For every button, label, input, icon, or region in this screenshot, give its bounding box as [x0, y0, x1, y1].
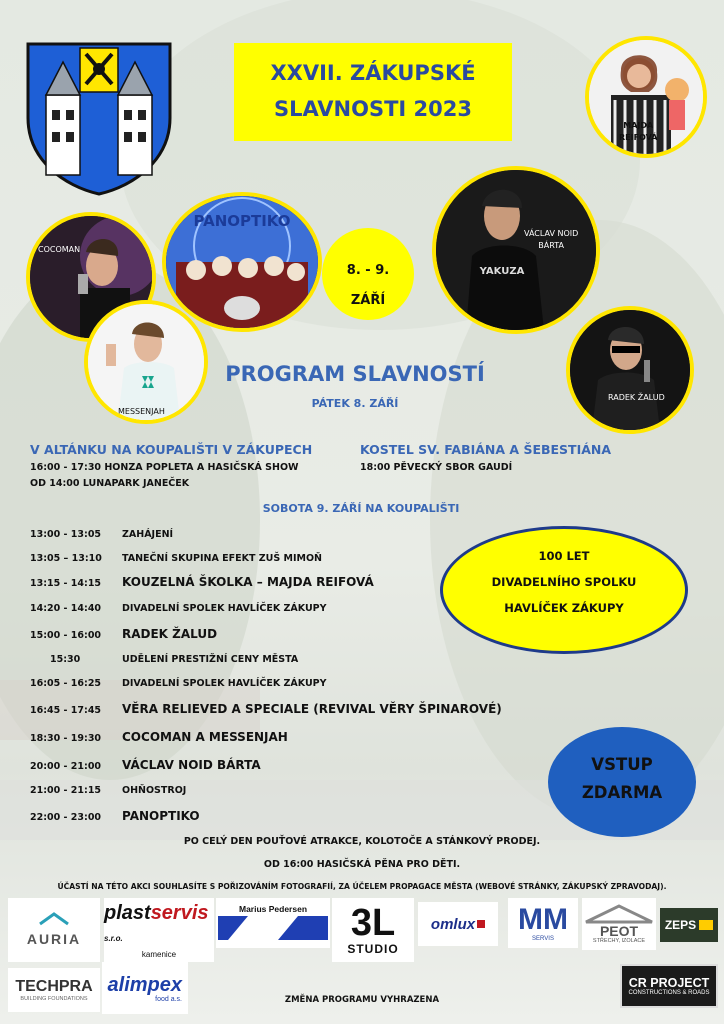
mm-text: MM	[518, 903, 568, 936]
title-line-1: XXVII. ZÁKUPSKÉ	[270, 61, 476, 85]
entry-line-2: ZDARMA	[581, 783, 663, 802]
entry-line-1: VSTUP	[591, 755, 653, 774]
logo-omlux	[418, 902, 498, 946]
logo-mm-servis	[508, 898, 578, 948]
svg-text:YAKUZA: YAKUZA	[479, 266, 525, 277]
radek-photo-graphic	[570, 310, 690, 430]
logo-marius-pedersen	[216, 898, 330, 948]
zeps-text: ZEPS	[664, 918, 697, 932]
photo-majda-reifova	[585, 36, 707, 158]
peot-sub-text: STŘECHY, IZOLACE	[592, 938, 646, 944]
anniversary-line-3: HAVLÍČEK ZÁKUPY	[504, 601, 624, 615]
schedule-time: 13:05 – 13:10	[30, 553, 102, 564]
radek-label: RADEK ŽALUD	[608, 393, 665, 402]
omlux-mark-icon	[477, 920, 485, 928]
panoptiko-photo-graphic	[166, 196, 318, 328]
schedule-event: RADEK ŽALUD	[122, 627, 218, 641]
schedule-row	[30, 575, 374, 589]
schedule-event: VĚRA RELIEVED A SPECIALE (REVIVAL VĚRY ŠPINAROVÉ)	[122, 702, 502, 716]
sro-text: s.r.o.	[104, 933, 123, 943]
messenjah-label: MESSENJAH	[118, 407, 165, 416]
marius-stripes-graphic	[218, 914, 328, 942]
schedule-time: 16:05 - 16:25	[30, 678, 102, 689]
techpra-text: TECHPRA	[15, 978, 93, 995]
vaclav-label-line-1: VÁCLAV NOID	[524, 229, 579, 238]
majda-label	[619, 120, 658, 144]
schedule-event: VÁCLAV NOID BÁRTA	[122, 758, 261, 772]
note-photo-consent: ÚČASTÍ NA TÉTO AKCI SOUHLASÍTE S POŘIZOVÁNÍM FOTOGRAFIÍ, ZA ÚČELEM PROPAGACE MĚSTA (WEBOVÉ STRÁNKY, ZÁKUPSKÝ ZPRAVODAJ).	[57, 882, 667, 891]
anniversary-line-1: 100 LET	[538, 549, 590, 563]
servis-text: servis	[150, 901, 209, 924]
alimpex-sub-text: food a.s.	[155, 995, 182, 1003]
schedule-time: 21:00 - 21:15	[30, 785, 102, 796]
schedule-event: DIVADELNÍ SPOLEK HAVLÍČEK ZÁKUPY	[122, 678, 327, 689]
schedule-event: DIVADELNÍ SPOLEK HAVLÍČEK ZÁKUPY	[122, 603, 327, 614]
schedule-time: 20:00 - 21:00	[30, 761, 102, 772]
panoptiko-logo-text: PANOPTIKO	[193, 212, 291, 230]
peot-text: PEOT	[599, 923, 639, 939]
friday-left-line-2: OD 14:00 LUNAPARK JANEČEK	[30, 478, 190, 489]
town-coat-of-arms	[24, 40, 174, 196]
friday-left-heading: V ALTÁNKU NA KOUPALIŠTI V ZÁKUPECH	[30, 442, 313, 457]
majda-label-line-2: REIFOVÁ	[619, 133, 658, 142]
note-all-day: PO CELÝ DEN POUŤOVÉ ATRAKCE, KOLOTOČE A STÁNKOVÝ PRODEJ.	[183, 836, 541, 847]
excavator-icon	[699, 920, 713, 930]
majda-label-line-1: MAJDA	[623, 121, 654, 130]
schedule-event: ZAHÁJENÍ	[122, 529, 174, 540]
alimpex-text: alimpex	[107, 973, 182, 996]
date-line-2: ZÁŘÍ	[350, 293, 386, 308]
vaclav-label-line-2: BÁRTA	[538, 241, 564, 250]
note-program-change: ZMĚNA PROGRAMU VYHRAZENA	[284, 995, 440, 1005]
logo-cr-project	[620, 964, 718, 1008]
cocoman-label: COCOMAN	[38, 245, 81, 254]
schedule-time: 13:15 - 14:15	[30, 578, 102, 589]
mm-sub-text: SERVIS	[532, 936, 554, 942]
schedule-row	[30, 678, 327, 689]
schedule-time: 16:45 - 17:45	[30, 705, 102, 716]
photo-radek-zalud	[566, 306, 694, 434]
schedule-event: COCOMAN A MESSENJAH	[122, 730, 288, 744]
cr-sub-text: CONSTRUCTIONS & ROADS	[628, 990, 710, 996]
program-heading: PROGRAM SLAVNOSTÍ	[225, 362, 485, 386]
peot-roof-graphic	[584, 904, 654, 924]
cr-text: CR PROJECT	[628, 976, 710, 990]
anniversary-ellipse	[440, 526, 688, 654]
schedule-event: TANEČNÍ SKUPINA EFEKT ZUŠ MIMOŇ	[122, 553, 322, 564]
date-line-1: 8. - 9.	[346, 263, 390, 278]
friday-heading: PÁTEK 8. ZÁŘÍ	[311, 397, 399, 410]
omlux-text: omlux	[430, 915, 476, 933]
logo-techpra	[8, 968, 100, 1012]
kamenice-text: kamenice	[141, 949, 177, 959]
techpra-sub-text: BUILDING FOUNDATIONS	[20, 996, 88, 1002]
friday-left-line-1: 16:00 - 17:30 HONZA POPLETA A HASIČSKÁ SHOW	[30, 462, 299, 473]
plast-text: plast	[104, 901, 151, 924]
messenjah-photo-graphic	[88, 304, 204, 420]
schedule-time: 18:30 - 19:30	[30, 733, 102, 744]
schedule-row	[30, 654, 298, 665]
schedule-row	[30, 603, 327, 614]
free-entry-badge	[548, 727, 696, 837]
schedule-row	[30, 730, 288, 744]
schedule-time: 22:00 - 23:00	[30, 812, 102, 823]
schedule-time: 13:00 - 13:05	[30, 529, 102, 540]
schedule-row	[30, 785, 186, 796]
schedule-event: PANOPTIKO	[122, 809, 200, 823]
marius-text: Marius Pedersen	[238, 904, 308, 914]
schedule-row	[30, 553, 322, 564]
saturday-heading: SOBOTA 9. ZÁŘÍ NA KOUPALIŠTI	[262, 502, 460, 515]
schedule-row	[30, 758, 261, 772]
photo-messenjah	[84, 300, 208, 424]
logo-3l-studio	[332, 898, 414, 962]
schedule-time: 14:20 - 14:40	[30, 603, 102, 614]
logo-zeps	[660, 908, 718, 942]
photo-vaclav-noid-barta	[432, 166, 600, 334]
date-badge	[322, 228, 414, 320]
schedule-time: 15:00 - 16:00	[30, 630, 102, 641]
auria-text: AURIA	[26, 931, 82, 947]
friday-right-line-1: 18:00 PĚVECKÝ SBOR GAUDÍ	[360, 462, 513, 473]
note-foam: OD 16:00 HASIČSKÁ PĚNA PRO DĚTI.	[263, 859, 461, 870]
friday-right-heading: KOSTEL SV. FABIÁNA A ŠEBESTIÁNA	[360, 442, 612, 457]
three-l-text: 3L	[350, 902, 396, 944]
festival-title	[234, 43, 512, 141]
schedule-row	[30, 627, 217, 641]
schedule-row	[30, 809, 200, 823]
studio-text: STUDIO	[347, 942, 399, 956]
schedule-row	[30, 529, 173, 540]
logo-plast-servis	[104, 898, 214, 962]
logo-alimpex	[102, 962, 188, 1014]
schedule-event: OHŇOSTROJ	[122, 785, 187, 796]
schedule-row	[30, 702, 502, 716]
schedule-event: UDĚLENÍ PRESTIŽNÍ CENY MĚSTA	[122, 654, 299, 665]
logo-auria	[8, 898, 100, 962]
photo-panoptiko	[162, 192, 322, 332]
logo-peot	[582, 898, 656, 950]
schedule-event: KOUZELNÁ ŠKOLKA – MAJDA REIFOVÁ	[122, 575, 374, 589]
auria-logo-graphic	[10, 910, 98, 950]
schedule-time: 15:30	[50, 654, 81, 665]
title-line-2: SLAVNOSTI 2023	[273, 97, 473, 121]
anniversary-line-2: DIVADELNÍHO SPOLKU	[491, 575, 637, 589]
vaclav-label	[524, 228, 578, 252]
